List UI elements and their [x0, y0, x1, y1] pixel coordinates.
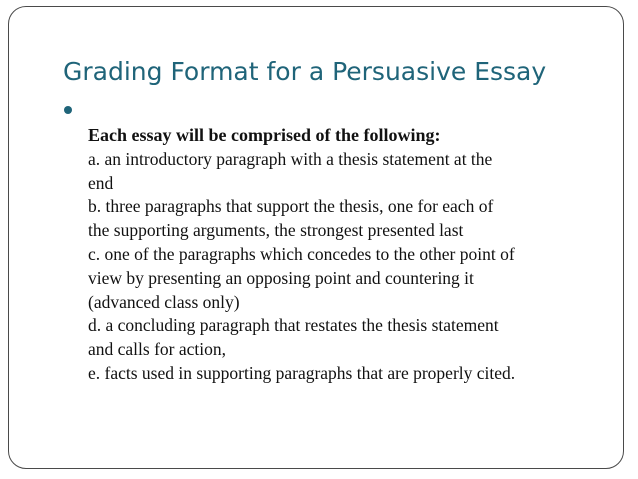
body-line-b-cont: the supporting arguments, the strongest presented last — [88, 220, 464, 241]
bullet-icon — [64, 106, 72, 114]
body-line-d-cont: and calls for action, — [88, 339, 227, 360]
body-line-a-cont: end — [88, 172, 114, 193]
body-line-e: e. facts used in supporting paragraphs that are properly cited. — [88, 362, 516, 383]
body-line-d: d. a concluding paragraph that restates the thesis statement — [88, 315, 499, 336]
body-line-a: a. an introductory paragraph with a thesis statement at the — [88, 148, 493, 169]
body-heading: Each essay will be comprised of the following: — [88, 125, 441, 145]
body-line-c-cont: view by presenting an opposing point and countering it — [88, 267, 474, 288]
body-line-c: c. one of the paragraphs which concedes to the other point of — [88, 243, 515, 264]
slide-body — [88, 124, 608, 386]
slide-title: Grading Format for a Persuasive Essay — [63, 57, 547, 86]
body-line-c-note: (advanced class only) — [88, 291, 240, 312]
body-line-b: b. three paragraphs that support the thesis, one for each of — [88, 196, 494, 217]
